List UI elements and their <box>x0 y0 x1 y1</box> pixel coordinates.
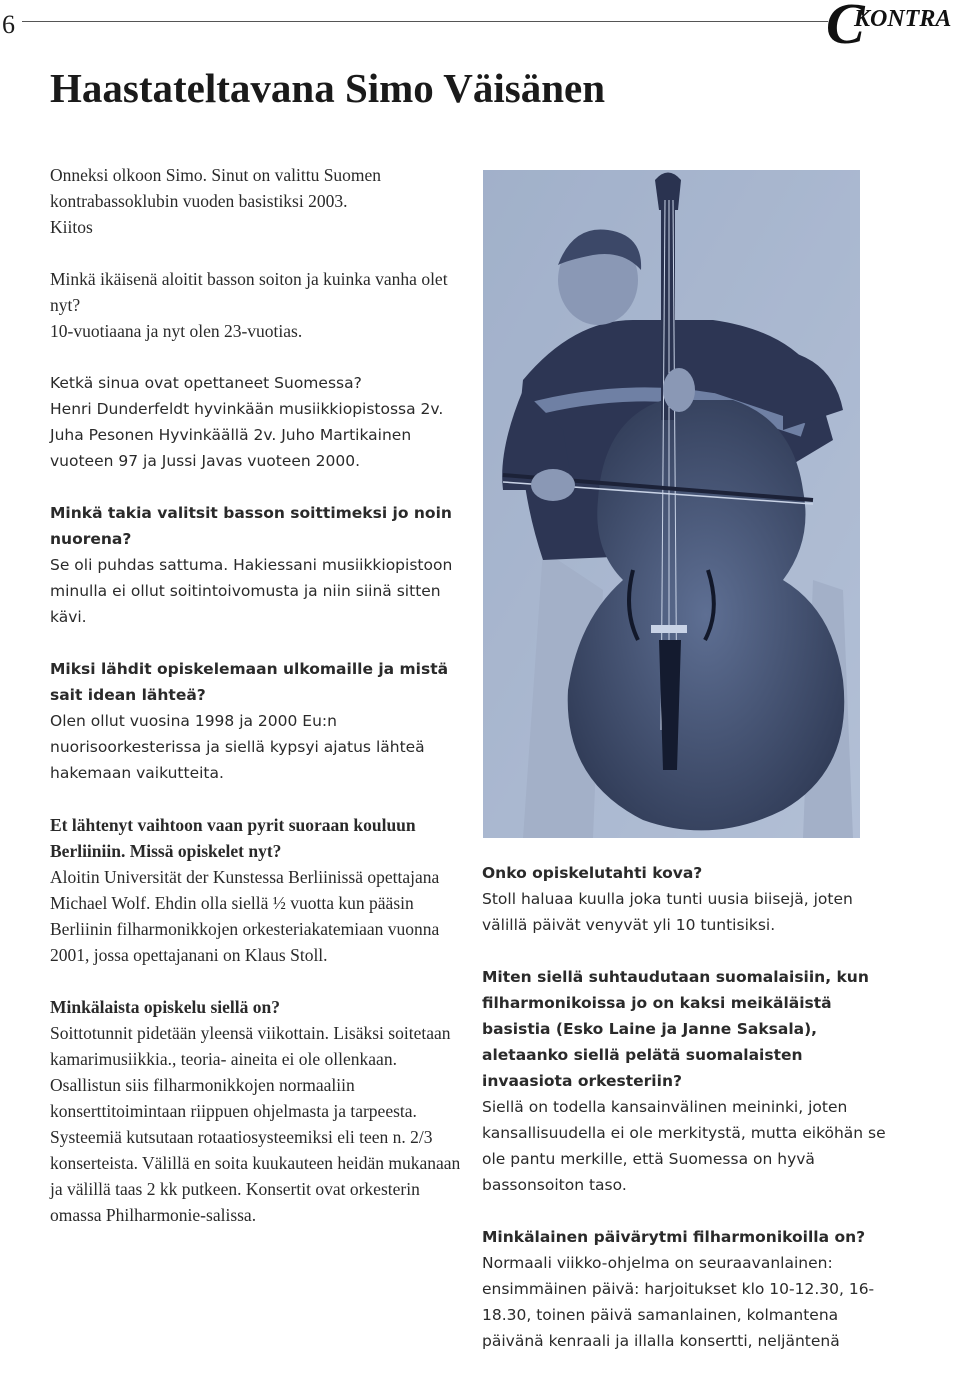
left_column-qa-block <box>50 500 465 630</box>
interview-question: Ketkä sinua ovat opettaneet Suomessa? <box>50 374 362 392</box>
interview-answer: Henri Dunderfeldt hyvinkään musiikkiopistossa 2v. Juha Pesonen Hyvinkäällä 2v. Juho Martikainen vuoteen 97 ja Jussi Javas vuoteen 2000. <box>50 400 444 470</box>
interview-question: Minkälaista opiskelu siellä on? <box>50 997 280 1017</box>
interview-answer: Se oli puhdas sattuma. Hakiessani musiikkiopistoon minulla ei ollut soitintoivomusta ja niin siinä sitten kävi. <box>50 556 453 626</box>
left_column-qa-block <box>50 994 465 1228</box>
interview-answer: Stoll haluaa kuulla joka tunti uusia biisejä, joten välillä päivät venyvät yli 10 tuntisiksi. <box>482 890 853 934</box>
interview-question: Minkä ikäisenä aloitit basson soiton ja kuinka vanha olet nyt? <box>50 269 448 315</box>
left_column-qa-block <box>50 266 465 344</box>
page-number: 6 <box>2 10 15 39</box>
right_column-qa-block <box>482 1224 892 1354</box>
interview-answer: Siellä on todella kansainvälinen meininki, joten kansallisuudella ei ole merkitystä, mutta eiköhän se ole pantu merkille, että Suomessa on hyvä bassonsoiton taso. <box>482 1098 886 1194</box>
left_column-qa-block <box>50 812 465 968</box>
right_column-qa-block <box>482 964 892 1198</box>
interview-question: Minkä takia valitsit basson soittimeksi jo noin nuorena? <box>50 504 452 548</box>
left_column-qa-block <box>50 656 465 786</box>
interview-question: Minkälainen päivärytmi filharmonikoilla on? <box>482 1228 866 1246</box>
interview-answer: Olen ollut vuosina 1998 ja 2000 Eu:n nuorisoorkesterissa ja siellä kypsyi ajatus lähteä hakemaan vaikutteita. <box>50 712 425 782</box>
interview-question: Miksi lähdit opiskelemaan ulkomaille ja mistä sait idean lähteä? <box>50 660 449 704</box>
interview-question: Onko opiskelutahti kova? <box>482 864 703 882</box>
interview-question: Miten siellä suhtaudutaan suomalaisiin, kun filharmonikoissa jo on kaksi meikäläistä basistia (Esko Laine ja Janne Saksala), aletaanko siellä pelätä suomalaisten invaasiota orkesteriin? <box>482 968 869 1090</box>
page-title: Haastateltavana Simo Väisänen <box>50 65 606 111</box>
header-rule <box>22 21 828 22</box>
interview-answer: Aloitin Universität der Kunstessa Berliinissä opettajana Michael Wolf. Ehdin olla siellä ½ vuotta kun pääsin Berliinin filharmonikkojen orkesteriakatemiaan vuonna 2001, jossa opettajanani on Klaus Stoll. <box>50 867 440 965</box>
interview-question: Onneksi olkoon Simo. Sinut on valittu Suomen kontrabassoklubin vuoden basistiksi 2003. <box>50 165 382 211</box>
interview-answer: Kiitos <box>50 217 93 237</box>
logo-text: KONTRA <box>854 6 952 32</box>
right_column-qa-block <box>482 860 892 938</box>
left_column-qa-block <box>50 162 465 240</box>
interview-answer: Soittotunnit pidetään yleensä viikottain. Lisäksi soitetaan kamarimusiikkia., teoria- aineita ei ole ollenkaan. Osallistun siis filharmonikkojen normaaliin konserttitoimintaan riippuen ohjelmasta ja tarpeesta. Systeemiä kutsutaan rotaatiosysteemiksi eli teen n. 2/3 konserteista. Välillä en soita kuukauteen heidän mukanaan ja välillä taas 2 kk putkeen. Konsertit ovat orkesterin omassa Philharmonie-salissa. <box>50 1023 461 1225</box>
logo-letter: C <box>826 0 865 56</box>
interview-question: Et lähtenyt vaihtoon vaan pyrit suoraan kouluun Berliiniin. Missä opiskelet nyt? <box>50 815 416 861</box>
right-column <box>482 860 892 1380</box>
interview-answer: 10-vuotiaana ja nyt olen 23-vuotias. <box>50 321 303 341</box>
kontra-logo <box>826 0 960 56</box>
left-column <box>50 162 465 1254</box>
left_column-qa-block <box>50 370 465 474</box>
double-bass-photo <box>483 170 860 838</box>
interview-answer: Normaali viikko-ohjelma on seuraavanlainen: ensimmäinen päivä: harjoitukset klo 10-12.30, 16-18.30, toinen päivä samanlainen, kolmantena päivänä kenraali ja illalla konsertti, neljäntenä <box>482 1254 875 1350</box>
